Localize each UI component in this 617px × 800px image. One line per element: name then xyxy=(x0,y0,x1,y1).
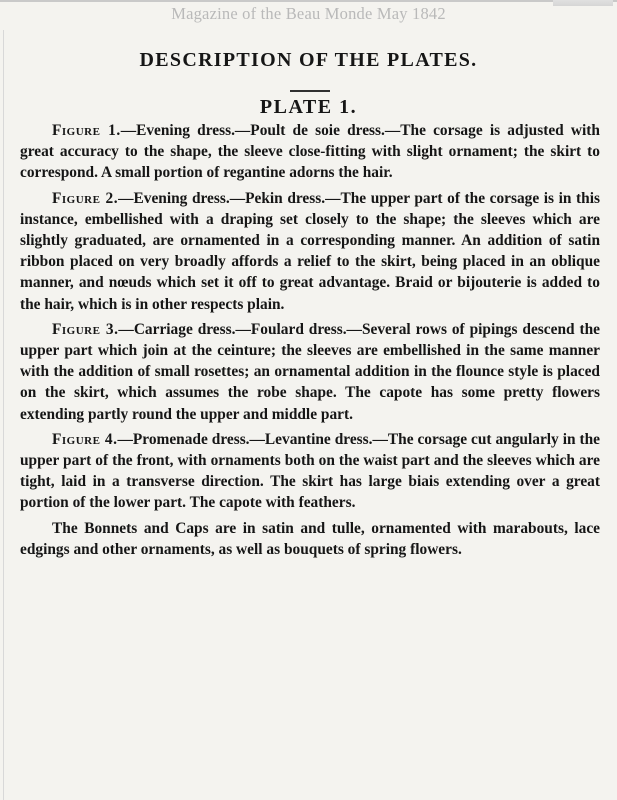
closing-paragraph: The Bonnets and Caps are in satin and tulle, ornamented with marabouts, lace edgings and other ornaments, as well as bouquets of spring flowers. xyxy=(20,519,600,558)
figure-4-label: Figure 4. xyxy=(52,430,118,448)
figure-3-text: —Carriage dress.—Foulard dress.—Several rows of pipings descend the upper part which join at the ceinture; the sleeves are embellished in the same manner with the addition of small rosettes; an ornamental addition in the flounce style is placed on the skirt, which assumes the robe shape. The capote has some pretty flowers extending partly round the upper and middle part. xyxy=(20,320,600,423)
figure-2-paragraph xyxy=(20,188,600,315)
plate-heading: PLATE 1. xyxy=(259,96,358,118)
figure-1-text: —Evening dress.—Poult de soie dress.—The corsage is adjusted with great accuracy to the shape, the sleeve close-fitting with slight ornament; the skirt to correspond. A small portion of regantine adorns the hair. xyxy=(20,122,600,182)
figure-1-paragraph xyxy=(20,120,600,184)
figure-2-label: Figure 2. xyxy=(52,189,119,207)
source-watermark: Magazine of the Beau Monde May 1842 xyxy=(171,4,446,23)
figure-2-text: —Evening dress.—Pekin dress.—The upper part of the corsage is in this instance, embellished with a draping set closely to the shape; the sleeves which are slightly graduated, are ornamented in a corresponding manner. An addition of satin ribbon placed on very broadly affords a relief to the skirt, being placed in an oblique manner, and nœuds which set it off to great advantage. Braid or bijouterie is added to the hair, which is in other respects plain. xyxy=(20,189,600,313)
page-left-edge xyxy=(3,30,4,800)
figure-3-paragraph xyxy=(20,319,600,425)
top-border xyxy=(0,0,617,2)
figure-4-text: —Promenade dress.—Levantine dress.—The corsage cut angularly in the upper part of the front, with ornaments both on the waist part and the sleeves which are tight, laid in a transverse direction. The skirt has large biais extending over a great portion of the lower part. The capote with feathers. xyxy=(20,430,600,512)
figure-1-label: Figure 1. xyxy=(52,122,121,139)
figure-3-label: Figure 3. xyxy=(52,320,119,338)
plate-description xyxy=(20,120,600,564)
heading-divider xyxy=(290,90,330,92)
figure-4-paragraph xyxy=(20,429,600,514)
section-heading: DESCRIPTION OF THE PLATES. xyxy=(139,49,478,71)
